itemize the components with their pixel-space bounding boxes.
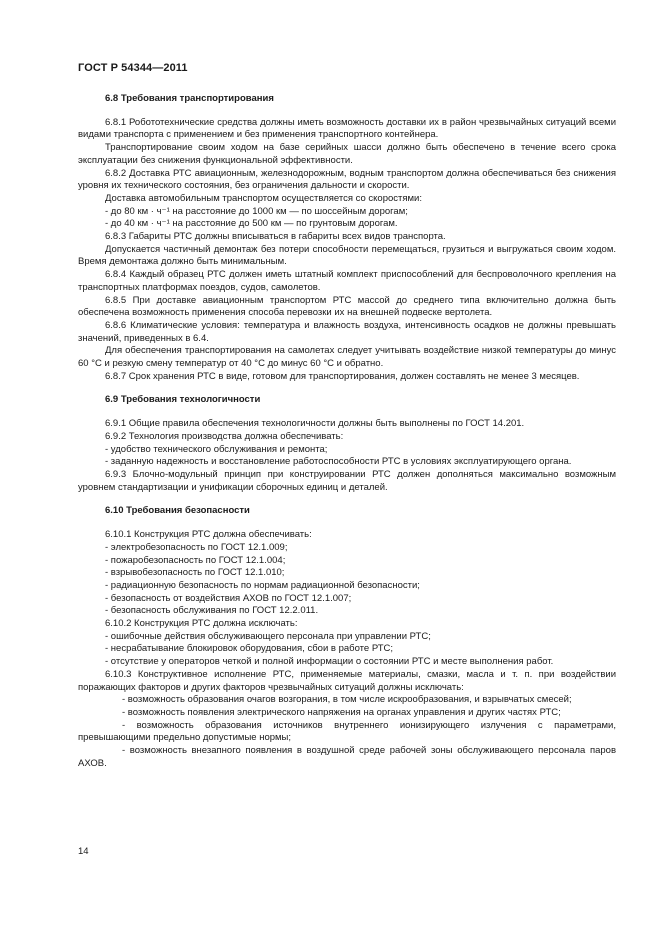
list-item: - пожаробезопасность по ГОСТ 12.1.004;: [105, 554, 286, 566]
list-item: - ошибочные действия обслуживающего персонала при управлении РТС;: [105, 630, 431, 642]
list-item: - взрывобезопасность по ГОСТ 12.1.010;: [105, 567, 285, 579]
list-item: - возможность образования очагов возгорания, в том числе искрообразования, и взрывчатых смесей;: [122, 694, 572, 706]
paragraph-6-8-1-b: Транспортирование своим ходом на базе серийных шасси должно быть обеспечено в течение всего срока эксплуатации без снижения функциональной эффективности.: [78, 142, 616, 166]
paragraph-6-8-6-b: Для обеспечения транспортирования на самолетах следует учитывать воздействие низкой температуры до минус 60 °С и резкую смену температур от 40 °С до минус 60 °С и обратно.: [78, 345, 616, 370]
paragraph-6-8-5: 6.8.5 При доставке авиационным транспортом РТС массой до среднего типа включительно должна быть обеспечена возможность применения способа перевозки их на внешней подвеске вертолета.: [78, 294, 616, 319]
page-number: 14: [78, 846, 89, 857]
list-item: - радиационную безопасность по нормам радиационной безопасности;: [105, 579, 420, 591]
paragraph-6-8-4: 6.8.4 Каждый образец РТС должен иметь штатный комплект приспособлений для беспроволочного крепления на транспортных платформах поездов, судов, самолетов.: [78, 269, 616, 293]
list-item: - до 80 км · ч⁻¹ на расстояние до 1000 км — по шоссейным дорогам;: [105, 205, 408, 217]
list-item: - несрабатывание блокировок оборудования, сбои в работе РТС;: [105, 643, 394, 655]
paragraph-6-8-3-b: Допускается частичный демонтаж без потери способности перемещаться, грузиться и выгружаться своим ходом. Время демонтажа должно быть минимальным.: [78, 243, 616, 268]
list-item: - до 40 км · ч⁻¹ на расстояние до 500 км — по грунтовым дорогам.: [105, 218, 398, 230]
paragraph-6-8-2: 6.8.2 Доставка РТС авиационным, железнодорожным, водным транспортом должна обеспечиваться без снижения уровня их технического состояния, без ограничения дальности и скорости.: [78, 167, 616, 192]
paragraph-6-8-7: 6.8.7 Срок хранения РТС в виде, готовом для транспортирования, должен составлять не менее 3 месяцев.: [105, 370, 580, 382]
section-heading-6-8: 6.8 Требования транспортирования: [105, 93, 274, 104]
list-item: - безопасность обслуживания по ГОСТ 12.2.011.: [105, 605, 319, 617]
paragraph-6-10-2: 6.10.2 Конструкция РТС должна исключать:: [105, 618, 298, 630]
document-code-header: ГОСТ Р 54344—2011: [78, 62, 188, 74]
paragraph-6-8-3: 6.8.3 Габариты РТС должны вписываться в габариты всех видов транспорта.: [105, 231, 446, 243]
list-item: - возможность появления электрического напряжения на органах управления и других частях РТС;: [122, 706, 561, 718]
list-item: - возможность образования источников внутреннего ионизирующего излучения с параметрами, превышающими предельно допустимые нормы;: [78, 719, 616, 744]
paragraph-6-8-2-b: Доставка автомобильным транспортом осуществляется со скоростями:: [105, 192, 423, 204]
section-heading-6-10: 6.10 Требования безопасности: [105, 505, 250, 517]
section-heading-6-9: 6.9 Требования технологичности: [105, 394, 261, 406]
list-item: - безопасность от воздействия АХОВ по ГОСТ 12.1.007;: [105, 592, 352, 604]
paragraph-6-9-2: 6.9.2 Технология производства должна обеспечивать:: [105, 430, 344, 442]
list-item: - возможность внезапного появления в воздушной среде рабочей зоны обслуживающего персонала паров АХОВ.: [78, 745, 616, 769]
list-item: - удобство технического обслуживания и ремонта;: [105, 443, 328, 455]
paragraph-6-10-3: 6.10.3 Конструктивное исполнение РТС, применяемые материалы, смазки, масла и т. п. при воздействии поражающих факторов и других факторов чрезвычайных ситуаций должны исключать:: [78, 668, 616, 693]
list-item: - отсутствие у операторов четкой и полной информации о состоянии РТС и месте выполнения работ.: [105, 656, 554, 668]
paragraph-6-8-6: 6.8.6 Климатические условия: температура и влажность воздуха, интенсивность осадков не должны превышать значений, приведенных в 6.4.: [78, 319, 616, 344]
document-body: [78, 93, 616, 770]
list-item: - заданную надежность и восстановление работоспособности РТС в условиях эксплуатирующего органа.: [105, 456, 572, 468]
list-item: - электробезопасность по ГОСТ 12.1.009;: [105, 541, 288, 553]
paragraph-6-9-1: 6.9.1 Общие правила обеспечения технологичности должны быть выполнены по ГОСТ 14.201.: [105, 418, 525, 430]
paragraph-6-10-1: 6.10.1 Конструкция РТС должна обеспечивать:: [105, 529, 312, 541]
paragraph-6-8-1: 6.8.1 Робототехнические средства должны иметь возможность доставки их в район чрезвычайных ситуаций всеми видами транспорта с применением и без применения транспортного контейнера.: [78, 116, 616, 141]
paragraph-6-9-3: 6.9.3 Блочно-модульный принцип при конструировании РТС должен дополняться максимально возможным уровнем стандартизации и унификации сборочных единиц и деталей.: [78, 468, 616, 493]
